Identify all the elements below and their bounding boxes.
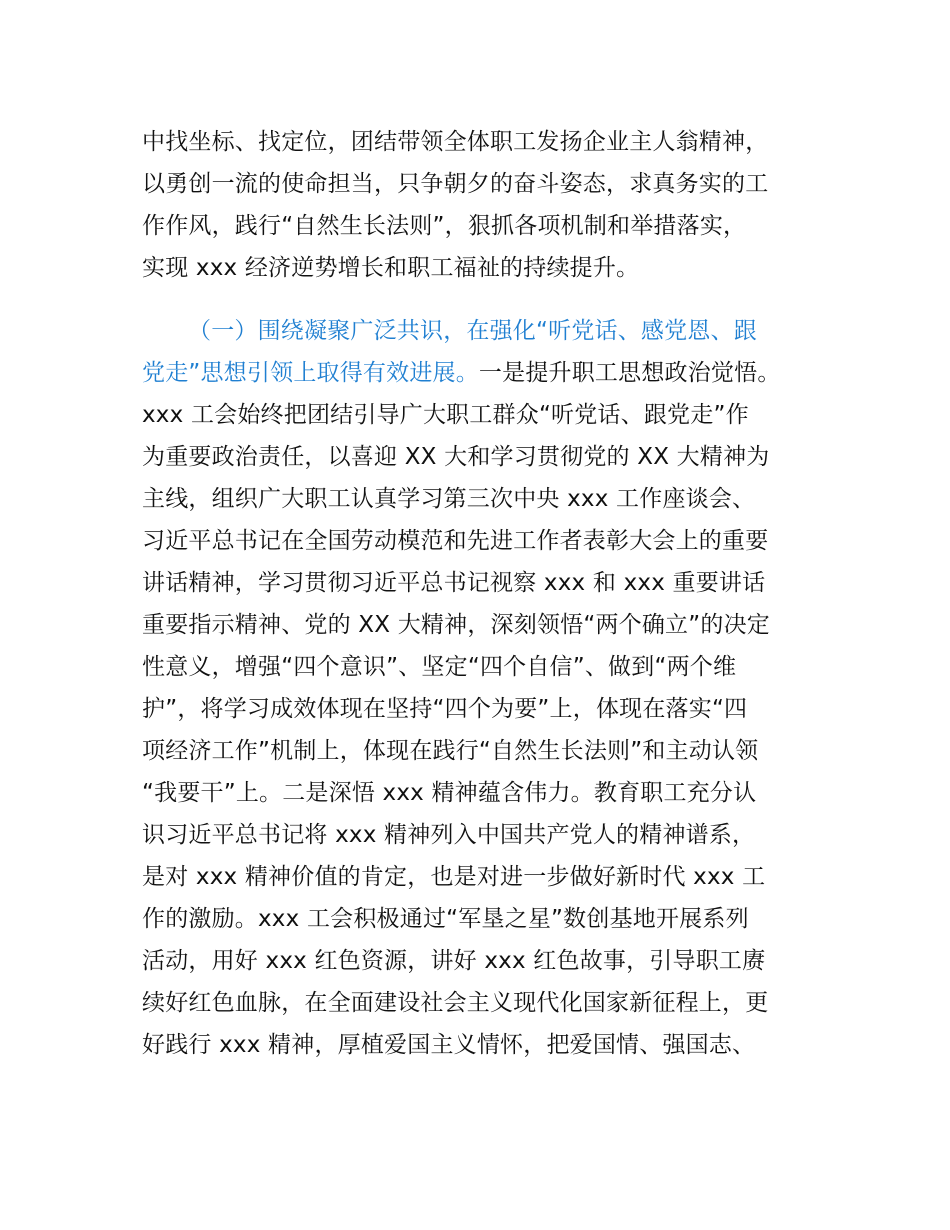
paragraph-line: 以勇创一流的使命担当，只争朝夕的奋斗姿态，求真务实的工 <box>142 171 769 197</box>
paragraph-line: 项经济工作”机制上，体现在践行“自然生长法则”和主动认领 <box>142 738 759 764</box>
paragraph-line: 中找坐标、找定位，团结带领全体职工发扬企业主人翁精神， <box>142 129 769 155</box>
paragraph-line: 是对 xxx 精神价值的肯定，也是对进一步做好新时代 xxx 工 <box>142 864 766 890</box>
subpoint-one-title: 一是提升职工思想政治觉悟。 <box>478 360 781 386</box>
paragraph-line: 活动，用好 xxx 红色资源，讲好 xxx 红色故事，引导职工赓 <box>142 948 766 974</box>
section-heading-tail: 党走”思想引领上取得有效进展。 <box>142 360 479 386</box>
paragraph-line: 作作风，践行“自然生长法则”，狠抓各项机制和举措落实， <box>142 213 747 239</box>
paragraph-line: 重要指示精神、党的 XX 大精神，深刻领悟“两个确立”的决定 <box>142 612 770 638</box>
paragraph-line: xxx 工会始终把团结引导广大职工群众“听党话、跟党走”作 <box>142 402 749 428</box>
section-heading: （一）围绕凝聚广泛共识，在强化“听党话、感党恩、跟 <box>188 318 757 344</box>
paragraph-line: 习近平总书记在全国劳动模范和先进工作者表彰大会上的重要 <box>142 528 769 554</box>
paragraph-line: 作的激励。xxx 工会积极通过“军垦之星”数创基地开展系列 <box>142 906 749 932</box>
paragraph-line: 讲话精神，学习贯彻习近平总书记视察 xxx 和 xxx 重要讲话 <box>142 570 766 596</box>
paragraph-line: 主线，组织广大职工认真学习第三次中央 xxx 工作座谈会、 <box>142 486 756 512</box>
paragraph-line: 护”，将学习成效体现在坚持“四个为要”上，体现在落实“四 <box>142 696 748 722</box>
paragraph-line: 续好红色血脉，在全面建设社会主义现代化国家新征程上，更 <box>142 990 769 1016</box>
paragraph-line: 实现 xxx 经济逆势增长和职工福祉的持续提升。 <box>142 255 640 281</box>
paragraph-line: 为重要政治责任，以喜迎 XX 大和学习贯彻党的 XX 大精神为 <box>142 444 770 470</box>
paragraph-line: “我要干”上。二是深悟 xxx 精神蕴含伟力。教育职工充分认 <box>142 780 757 806</box>
paragraph-line: 识习近平总书记将 xxx 精神列入中国共产党人的精神谱系， <box>142 822 756 848</box>
paragraph-line: 性意义，增强“四个意识”、坚定“四个自信”、做到“两个维 <box>142 654 737 680</box>
section-heading-continuation-line <box>142 358 781 388</box>
paragraph-line: 好践行 xxx 精神，厚植爱国主义情怀，把爱国情、强国志、 <box>142 1032 756 1058</box>
